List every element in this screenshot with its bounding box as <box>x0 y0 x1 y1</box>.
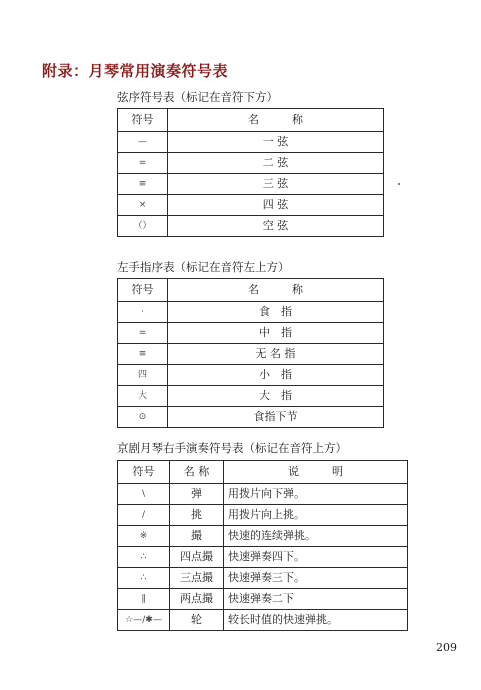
symbol-cell: ☆—/✱— <box>118 610 170 631</box>
table-row <box>118 505 408 526</box>
table-row <box>118 216 384 237</box>
column-header-name: 名 称 <box>168 279 384 302</box>
table-row <box>118 484 408 505</box>
table-row <box>118 568 408 589</box>
page-number: 209 <box>436 641 457 654</box>
table-row <box>118 407 384 428</box>
description-cell: 快速弹奏四下。 <box>224 547 408 568</box>
table-row <box>118 302 384 323</box>
string-order-table <box>117 108 384 237</box>
name-cell: 小 指 <box>168 365 384 386</box>
name-cell: 撮 <box>170 526 224 547</box>
symbol-cell: 大 <box>118 386 168 407</box>
column-header-symbol: 符号 <box>118 279 168 302</box>
description-cell: 快速弹奏二下 <box>224 589 408 610</box>
table-row <box>118 323 384 344</box>
table-row <box>118 174 384 195</box>
table-row <box>118 195 384 216</box>
symbol-cell: · <box>118 302 168 323</box>
stray-dot <box>398 183 400 185</box>
table-row <box>118 365 384 386</box>
page-title: 附录：月琴常用演奏符号表 <box>42 62 229 80</box>
description-cell: 用拨片向下弹。 <box>224 484 408 505</box>
name-cell: 挑 <box>170 505 224 526</box>
description-cell: 快速弹奏三下。 <box>224 568 408 589</box>
name-cell: 一 弦 <box>168 132 384 153</box>
table-row <box>118 610 408 631</box>
symbol-cell: \ <box>118 484 170 505</box>
table-header-row <box>118 279 384 302</box>
description-cell: 快速的连续弹挑。 <box>224 526 408 547</box>
column-header-name: 名 称 <box>168 109 384 132</box>
name-cell: 弹 <box>170 484 224 505</box>
description-cell: 较长时值的快速弹挑。 <box>224 610 408 631</box>
table-row <box>118 526 408 547</box>
symbol-cell: / <box>118 505 170 526</box>
name-cell: 中 指 <box>168 323 384 344</box>
table-header-row <box>118 109 384 132</box>
table-row <box>118 153 384 174</box>
left-hand-fingering-table <box>117 278 384 428</box>
symbol-cell: 四 <box>118 365 168 386</box>
column-header-symbol: 符号 <box>118 461 170 484</box>
symbol-cell: — <box>118 132 168 153</box>
table-row <box>118 132 384 153</box>
name-cell: 轮 <box>170 610 224 631</box>
symbol-cell: （） <box>118 216 168 237</box>
symbol-cell: = <box>118 323 168 344</box>
symbol-cell: ∴ <box>118 568 170 589</box>
symbol-cell: × <box>118 195 168 216</box>
table-row <box>118 547 408 568</box>
table-row <box>118 589 408 610</box>
symbol-cell: = <box>118 153 168 174</box>
symbol-cell: ∴ <box>118 547 170 568</box>
right-hand-caption: 京剧月琴右手演奏符号表（标记在音符上方） <box>117 441 347 455</box>
name-cell: 两点撮 <box>170 589 224 610</box>
description-cell: 用拨片向上挑。 <box>224 505 408 526</box>
left-hand-caption: 左手指序表（标记在音符左上方） <box>117 260 290 274</box>
name-cell: 三点撮 <box>170 568 224 589</box>
symbol-cell: ⊙ <box>118 407 168 428</box>
name-cell: 二 弦 <box>168 153 384 174</box>
name-cell: 无 名 指 <box>168 344 384 365</box>
name-cell: 空 弦 <box>168 216 384 237</box>
name-cell: 食 指 <box>168 302 384 323</box>
column-header-description: 说 明 <box>224 461 408 484</box>
name-cell: 三 弦 <box>168 174 384 195</box>
name-cell: 四 弦 <box>168 195 384 216</box>
table-row <box>118 386 384 407</box>
string-order-caption: 弦序符号表（标记在音符下方） <box>117 90 278 104</box>
right-hand-technique-table <box>117 460 408 631</box>
table-row <box>118 344 384 365</box>
table-header-row <box>118 461 408 484</box>
name-cell: 大 指 <box>168 386 384 407</box>
symbol-cell: ≡ <box>118 344 168 365</box>
symbol-cell: ※ <box>118 526 170 547</box>
name-cell: 四点撮 <box>170 547 224 568</box>
symbol-cell: ≡ <box>118 174 168 195</box>
column-header-name: 名 称 <box>170 461 224 484</box>
name-cell: 食指下节 <box>168 407 384 428</box>
column-header-symbol: 符号 <box>118 109 168 132</box>
symbol-cell: ∥ <box>118 589 170 610</box>
